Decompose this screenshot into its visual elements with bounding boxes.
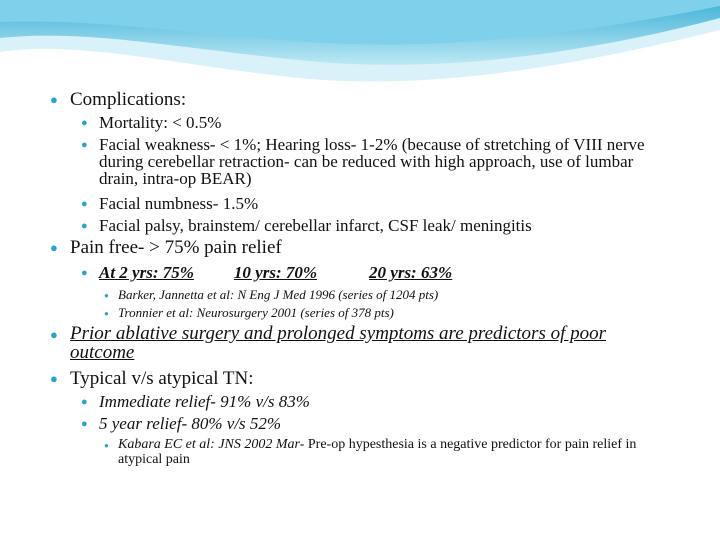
- bullet-icon: ●: [81, 220, 88, 232]
- bullet-mortality: [81, 114, 221, 132]
- bullet-text: Mortality: < 0.5%: [99, 113, 222, 132]
- bullet-icon: ●: [50, 240, 58, 255]
- bullet-pain-free: [50, 237, 282, 259]
- citation-tronnier: [104, 305, 394, 321]
- bullet-icon: ●: [50, 327, 58, 342]
- bullet-icon: ●: [81, 198, 88, 210]
- citation-text: Kabara EC et al: JNS 2002 Mar-: [118, 437, 305, 452]
- citation-barker: [104, 287, 438, 303]
- citation-kabara-body: [118, 437, 678, 467]
- bullet-text: Immediate relief- 91% v/s 83%: [99, 392, 310, 411]
- bullet-text: Typical v/s atypical TN:: [70, 368, 254, 389]
- rate-10-yrs: 10 yrs: 70%: [233, 263, 318, 282]
- bullet-immediate-relief: [81, 393, 310, 411]
- bullet-complications: [50, 89, 186, 111]
- rate-20-yrs: 20 yrs: 63%: [369, 263, 453, 282]
- bullet-text: Facial weakness- < 1%; Hearing loss- 1-2% (because of stretching of VIII nerve during cerebellar retraction- can be reduced with high approach, use of lumbar drain, intra-op BEAR): [99, 135, 645, 188]
- bullet-prior-surgery: [50, 324, 670, 362]
- bullet-icon: ●: [50, 92, 58, 107]
- bullet-facial-weakness: [81, 136, 669, 187]
- citation-text: Barker, Jannetta et al: N Eng J Med 1996 (series of 1204 pts): [118, 287, 439, 302]
- bullet-facial-palsy: [81, 217, 532, 235]
- bullet-facial-numbness: [81, 195, 258, 213]
- bullet-text: Facial numbness- 1.5%: [99, 194, 259, 213]
- rate-2-yrs: At 2 yrs: 75%: [99, 263, 194, 282]
- bullet-icon: ●: [50, 371, 58, 386]
- bullet-icon: ●: [81, 139, 88, 151]
- bullet-text: Facial palsy, brainstem/ cerebellar infarct, CSF leak/ meningitis: [99, 216, 532, 235]
- bullet-icon: ●: [81, 418, 88, 430]
- bullet-icon: ●: [104, 291, 109, 300]
- bullet-five-year-relief: [81, 415, 281, 433]
- citation-text: Tronnier et al: Neurosurgery 2001 (series of 378 pts): [118, 305, 394, 320]
- citation-note: Pre-op hypesthesia is a negative predictor for pain relief in atypical pain: [118, 437, 637, 467]
- bullet-icon: ●: [81, 117, 88, 129]
- bullet-icon: ●: [81, 267, 88, 279]
- bullet-icon: ●: [104, 309, 109, 318]
- bullet-followup-rates: [81, 264, 452, 282]
- bullet-text: Complications:: [70, 89, 187, 110]
- bullet-text: Prior ablative surgery and prolonged symptoms are predictors of poor outcome: [70, 323, 607, 363]
- bullet-text: Pain free- > 75% pain relief: [70, 237, 282, 258]
- citation-kabara: [104, 437, 678, 467]
- bullet-text: 5 year relief- 80% v/s 52%: [99, 414, 282, 433]
- bullet-icon: ●: [104, 441, 109, 450]
- bullet-icon: ●: [81, 396, 88, 408]
- bullet-typical-atypical: [50, 368, 254, 390]
